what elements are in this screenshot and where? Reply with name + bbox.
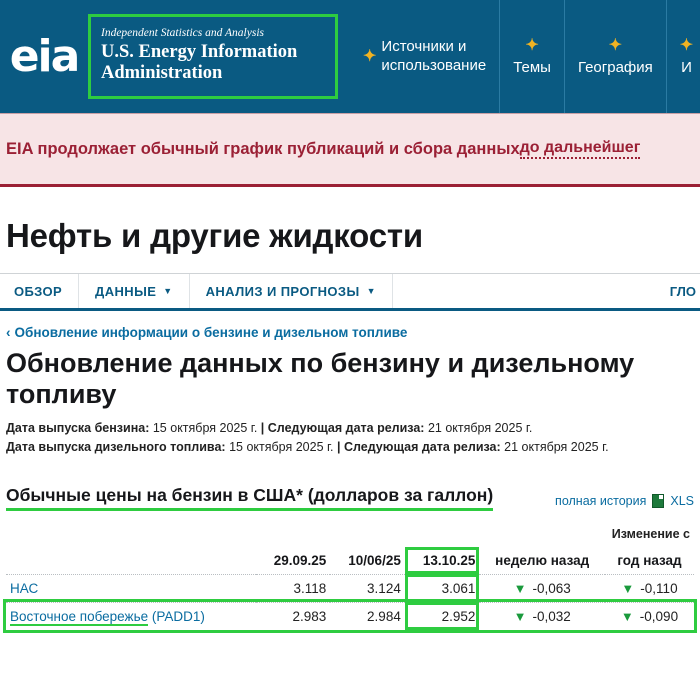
cell-year-change-value: -0,110	[640, 580, 678, 596]
diesel-release-line	[6, 440, 694, 454]
plus-icon: ✦	[679, 36, 694, 54]
table-row	[6, 574, 694, 602]
alert-text: EIA продолжает обычный график публикаций и сбора данных	[6, 139, 520, 158]
spacer-cell	[6, 521, 256, 547]
full-history-link[interactable]: полная история	[555, 493, 647, 508]
cell-price-2: 2.984	[330, 602, 405, 630]
section-tabs	[0, 273, 700, 311]
column-header-region	[6, 547, 256, 575]
cell-week-change-value: -0,032	[532, 608, 571, 624]
tab-overview[interactable]	[6, 274, 79, 308]
diesel-release-date: 15 октября 2025 г.	[229, 439, 334, 454]
cell-price-2: 3.124	[330, 574, 405, 602]
row-label-text: Восточное побережье	[10, 608, 149, 624]
chevron-left-icon: ‹	[6, 325, 11, 340]
brand-tagline: Independent Statistics and Analysis	[101, 26, 265, 39]
nav-item-more[interactable]	[666, 0, 700, 113]
column-header-year-change: год назад	[617, 552, 682, 568]
arrow-down-icon: ▼	[620, 608, 634, 624]
table-header-row	[6, 547, 694, 575]
eia-logo[interactable]	[0, 0, 88, 113]
table-caption: Обычные цены на бензин в США* (долларов за галлон)	[6, 485, 493, 511]
nav-item-label: Темы	[513, 58, 551, 76]
gasoline-prices-table	[6, 521, 694, 630]
table-change-group-header-row	[6, 521, 694, 547]
gasoline-release-label: Дата выпуска бензина:	[6, 420, 150, 435]
chevron-down-icon: ▼	[366, 286, 376, 296]
column-header-date-1: 29.09.25	[273, 552, 327, 568]
diesel-release-label: Дата выпуска дизельного топлива:	[6, 439, 226, 454]
brand-name: U.S. Energy Information Administration	[101, 41, 298, 83]
site-header	[0, 0, 700, 113]
plus-icon: ✦	[608, 36, 623, 54]
column-header-week-change: неделю назад	[495, 552, 590, 568]
nav-item-sources-uses[interactable]	[350, 0, 499, 113]
tab-analysis-forecasts[interactable]	[190, 274, 393, 308]
nav-item-label: География	[577, 58, 653, 76]
tab-label: АНАЛИЗ И ПРОГНОЗЫ	[205, 283, 360, 299]
plus-icon: ✦	[363, 47, 377, 65]
gasoline-next-date: 21 октября 2025 г.	[427, 420, 533, 435]
table-links	[555, 494, 694, 511]
separator: |	[260, 420, 265, 435]
tab-label: ДАННЫЕ	[95, 283, 157, 299]
main-nav	[350, 0, 700, 113]
nav-item-label: Источники и использование	[381, 37, 487, 74]
column-header-date-3: 13.10.25	[405, 547, 480, 575]
row-label-note: (PADD1)	[151, 608, 205, 624]
spacer-cell	[330, 521, 405, 547]
release-dates	[0, 411, 700, 454]
row-label-text: НАС	[10, 580, 39, 596]
nav-item-label: И	[681, 58, 692, 76]
cell-year-change	[605, 602, 694, 630]
page-title: Нефть и другие жидкости	[6, 217, 423, 254]
cell-year-change-value: -0,090	[639, 608, 679, 624]
xls-icon	[652, 494, 664, 508]
breadcrumb[interactable]	[0, 311, 700, 346]
gasoline-prices-section	[0, 459, 700, 630]
arrow-down-icon: ▼	[513, 608, 527, 624]
cell-week-change	[479, 602, 605, 630]
brand-title-box	[88, 14, 338, 99]
tab-data[interactable]	[79, 274, 190, 308]
cell-price-1: 3.118	[256, 574, 331, 602]
table-row	[6, 602, 694, 630]
cell-week-change-value: -0,063	[532, 580, 571, 596]
cell-week-change	[479, 574, 605, 602]
cell-year-change	[605, 574, 694, 602]
row-label-us[interactable]	[6, 574, 256, 602]
chevron-down-icon: ▼	[163, 286, 173, 296]
gasoline-next-label: Следующая дата релиза:	[267, 420, 425, 435]
article-title: Обновление данных по бензину и дизельному топливу	[6, 348, 635, 410]
cell-price-3: 3.061	[405, 574, 480, 602]
tab-label: ГЛО	[669, 283, 696, 299]
alert-banner	[0, 113, 700, 187]
nav-item-topics[interactable]	[499, 0, 564, 113]
plus-icon: ✦	[525, 36, 539, 54]
separator: |	[336, 439, 341, 454]
row-label-east-coast[interactable]	[6, 602, 256, 630]
arrow-down-icon: ▼	[513, 580, 527, 596]
diesel-next-date: 21 октября 2025 г.	[504, 439, 609, 454]
tab-label: ОБЗОР	[14, 283, 63, 299]
change-group-header: Изменение с	[611, 526, 690, 541]
tab-global[interactable]	[666, 274, 700, 308]
gasoline-release-line	[6, 421, 694, 435]
nav-item-geography[interactable]	[564, 0, 666, 113]
xls-download-link[interactable]: XLS	[670, 493, 694, 508]
cell-price-1: 2.983	[256, 602, 331, 630]
eia-logo-text: eia	[9, 30, 79, 82]
cell-price-3: 2.952	[405, 602, 480, 630]
arrow-down-icon: ▼	[621, 580, 635, 596]
column-header-date-2: 10/06/25	[348, 552, 401, 568]
spacer-cell	[256, 521, 331, 547]
breadcrumb-label: Обновление информации о бензине и дизельном топливе	[14, 325, 408, 340]
gasoline-release-date: 15 октября 2025 г.	[152, 420, 258, 435]
alert-link[interactable]: до дальнейшег	[520, 139, 641, 159]
spacer-cell	[405, 521, 480, 547]
diesel-next-label: Следующая дата релиза:	[343, 439, 501, 454]
